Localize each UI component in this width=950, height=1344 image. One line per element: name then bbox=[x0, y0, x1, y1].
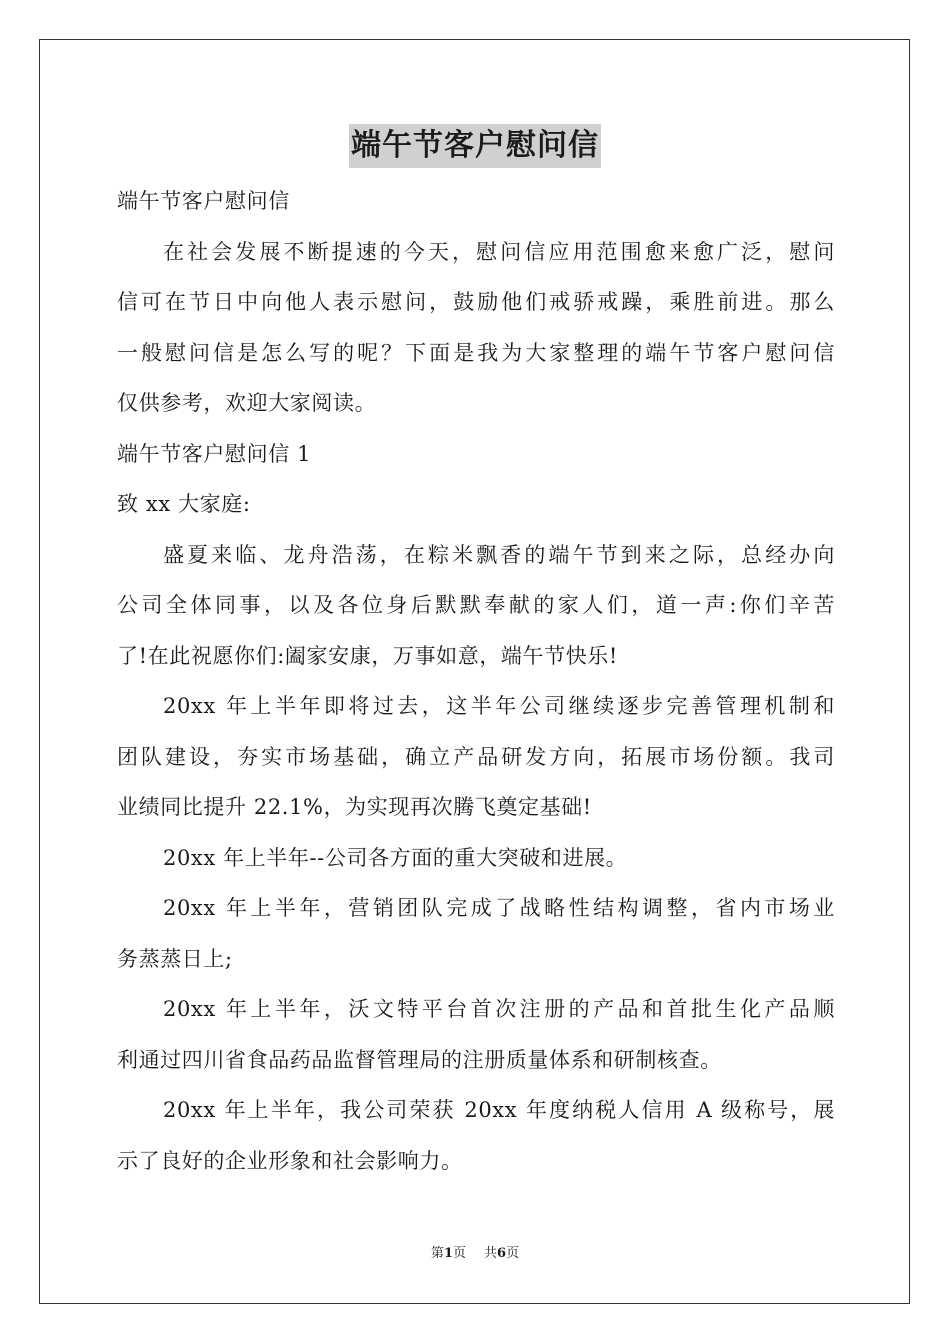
text-line: 仅供参考，欢迎大家阅读。 bbox=[117, 391, 377, 415]
page-prefix: 第 bbox=[430, 1246, 444, 1261]
title-area bbox=[0, 124, 950, 168]
text-line: 信可在节日中向他人表示慰问，鼓励他们戒骄戒躁，乘胜前进。那么 bbox=[117, 290, 835, 314]
text-line: 20xx 年上半年，营销团队完成了战略性结构调整，省内市场业 bbox=[163, 896, 835, 920]
text-line: 公司全体同事，以及各位身后默默奉献的家人们，道一声:你们辛苦 bbox=[117, 593, 835, 617]
text-line: 团队建设，夯实市场基础，确立产品研发方向，拓展市场份额。我司 bbox=[117, 744, 835, 769]
current-page-number: 1 bbox=[443, 1246, 453, 1261]
text-line: 盛夏来临、龙舟浩荡，在粽米飘香的端午节到来之际，总经办向 bbox=[163, 542, 835, 567]
page-footer bbox=[0, 1244, 950, 1264]
text-line: 20xx 年上半年--公司各方面的重大突破和进展。 bbox=[163, 845, 628, 870]
text-line: 致 xx 大家庭: bbox=[117, 492, 251, 516]
document-body bbox=[117, 176, 835, 1186]
text-line: 示了良好的企业形象和社会影响力。 bbox=[117, 1148, 463, 1173]
total-prefix: 共 bbox=[484, 1246, 498, 1261]
text-line: 20xx 年上半年即将过去，这半年公司继续逐步完善管理机制和 bbox=[163, 694, 835, 718]
page-suffix: 页 bbox=[452, 1246, 466, 1261]
text-line: 端午节客户慰问信 1 bbox=[117, 441, 312, 466]
text-line: 利通过四川省食品药品监督管理局的注册质量体系和研制核查。 bbox=[117, 1047, 722, 1072]
text-line: 一般慰问信是怎么写的呢？下面是我为大家整理的端午节客户慰问信 bbox=[117, 340, 835, 365]
text-line: 20xx 年上半年，沃文特平台首次注册的产品和首批生化产品顺 bbox=[163, 997, 835, 1021]
total-pages-number: 6 bbox=[497, 1246, 507, 1261]
text-line: 务蒸蒸日上; bbox=[117, 946, 233, 971]
text-line: 在社会发展不断提速的今天，慰问信应用范围愈来愈广泛，慰问 bbox=[163, 239, 835, 264]
text-line: 端午节客户慰问信 bbox=[117, 189, 290, 213]
total-suffix: 页 bbox=[506, 1246, 520, 1261]
text-line: 20xx 年上半年，我公司荣获 20xx 年度纳税人信用 A 级称号，展 bbox=[163, 1098, 835, 1122]
text-line: 业绩同比提升 22.1%，为实现再次腾飞奠定基础! bbox=[117, 795, 592, 819]
text-line: 了!在此祝愿你们:阖家安康，万事如意，端午节快乐! bbox=[117, 643, 618, 668]
document-title: 端午节客户慰问信 bbox=[349, 124, 601, 168]
